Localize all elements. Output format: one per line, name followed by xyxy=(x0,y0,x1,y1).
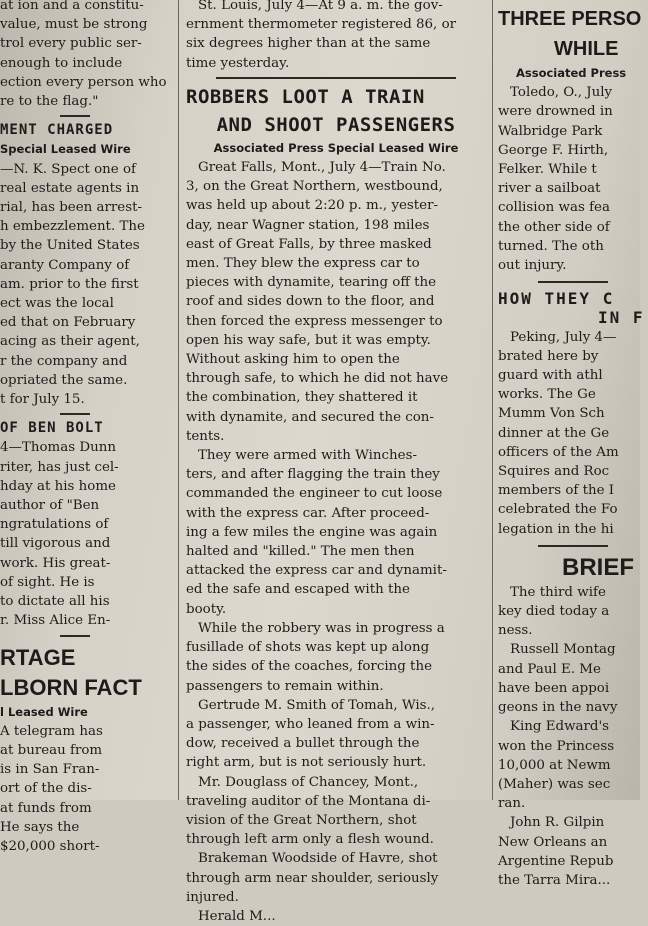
text-line: Herald M... xyxy=(198,908,276,924)
text-line: to dictate all his xyxy=(0,594,110,610)
text-line: commanded the engineer to cut loose xyxy=(186,486,443,502)
text-line: east of Great Falls, by three masked xyxy=(186,236,432,252)
right-story-2 xyxy=(498,328,648,539)
text-line: attacked the express car and dynamit- xyxy=(186,563,447,579)
text-line: trol every public ser- xyxy=(0,36,142,52)
text-line: work. His great- xyxy=(0,555,111,571)
headline: BRIEF xyxy=(562,553,634,581)
text-line: of sight. He is xyxy=(0,574,95,590)
text-line: opriated the same. xyxy=(0,372,128,388)
headline: RTAGE xyxy=(0,644,76,670)
text-line: collision was fea xyxy=(498,200,610,216)
text-line: John R. Gilpin xyxy=(510,815,605,831)
text-line: 3, on the Great Northern, westbound, xyxy=(186,179,443,195)
text-line: ters, and after flagging the train they xyxy=(186,467,440,483)
text-line: the combination, they shattered it xyxy=(186,390,418,406)
text-line: Felker. While t xyxy=(498,162,597,178)
text-line: guard with athl xyxy=(498,368,603,384)
text-line: ort of the dis- xyxy=(0,781,92,797)
text-line: author of "Ben xyxy=(0,498,100,514)
headline: IN F xyxy=(598,308,645,328)
right-story-3 xyxy=(498,583,648,641)
text-line: Peking, July 4— xyxy=(510,329,617,345)
byline: Associated Press Special Leased Wire xyxy=(213,140,459,155)
train-story-paragraph-6 xyxy=(186,849,486,907)
text-line: and Paul E. Me xyxy=(498,661,601,677)
text-line: ection every person who xyxy=(0,74,167,90)
text-line: by the United States xyxy=(0,238,140,254)
train-story-paragraph-1 xyxy=(186,158,486,446)
text-line: brated here by xyxy=(498,348,599,364)
text-line: vision of the Great Northern, shot xyxy=(186,812,417,828)
text-line: Walbridge Park xyxy=(498,123,603,139)
story-divider xyxy=(216,77,456,79)
text-line: out injury. xyxy=(498,258,567,274)
text-line: members of the I xyxy=(498,483,615,499)
headline: HOW THEY C xyxy=(498,289,615,309)
text-line: with dynamite, and secured the con- xyxy=(186,409,434,425)
text-line: George F. Hirth, xyxy=(498,142,609,158)
text-line: King Edward's xyxy=(510,719,610,735)
text-line: Russell Montag xyxy=(510,642,616,658)
text-line: booty. xyxy=(186,601,227,617)
text-line: till vigorous and xyxy=(0,536,111,552)
text-line: six degrees higher than at the same xyxy=(186,36,431,52)
text-line: Argentine Repub xyxy=(498,853,614,869)
text-line: key died today a xyxy=(498,604,610,620)
story-divider xyxy=(60,413,90,415)
text-line: dinner at the Ge xyxy=(498,425,610,441)
text-line: works. The Ge xyxy=(498,387,596,403)
text-line: 4—Thomas Dunn xyxy=(0,440,116,456)
story-divider xyxy=(538,545,608,547)
text-line: geons in the navy xyxy=(498,700,618,716)
text-line: with the express car. After proceed- xyxy=(186,505,430,521)
text-line: New Orleans an xyxy=(498,834,608,850)
main-headline-line-1: ROBBERS LOOT A TRAIN xyxy=(186,85,425,108)
text-line: rial, has been arrest- xyxy=(0,200,142,216)
left-column xyxy=(0,0,167,854)
left-story-1 xyxy=(0,160,150,410)
text-line: ed that on February xyxy=(0,315,136,331)
text-line: halted and "killed." The men then xyxy=(186,544,415,560)
text-line: ernment thermometer registered 86, or xyxy=(186,17,457,33)
text-line: day, near Wagner station, 198 miles xyxy=(186,217,430,233)
column-rule-left xyxy=(178,0,179,800)
story-divider xyxy=(60,115,90,117)
left-story-3 xyxy=(0,722,150,856)
text-line: Toledo, O., July xyxy=(510,85,613,101)
text-line: have been appoi xyxy=(498,680,610,696)
text-line: am. prior to the first xyxy=(0,276,139,292)
text-line: ect was the local xyxy=(0,296,114,312)
text-line: re to the flag." xyxy=(0,94,99,110)
text-line: They were armed with Winches- xyxy=(198,448,417,464)
text-line: at funds from xyxy=(0,800,92,816)
text-line: Great Falls, Mont., July 4—Train No. xyxy=(198,160,446,176)
main-headline-line-2: AND SHOOT PASSENGERS xyxy=(216,113,456,136)
text-line: river a sailboat xyxy=(498,181,601,197)
text-line: through safe, to which he did not have xyxy=(186,371,449,387)
train-story-paragraph-5 xyxy=(186,773,486,850)
text-line: Brakeman Woodside of Havre, shot xyxy=(198,851,438,867)
text-line: roof and sides down to the floor, and xyxy=(186,294,435,310)
right-story-1 xyxy=(498,83,648,275)
left-top-story xyxy=(0,0,167,111)
text-line: legation in the hi xyxy=(498,521,614,537)
text-line: $20,000 short- xyxy=(0,838,100,854)
train-story-paragraph-2 xyxy=(186,446,486,619)
text-line: tents. xyxy=(186,428,225,444)
right-story-5 xyxy=(498,717,648,813)
train-story-paragraph-3 xyxy=(186,619,486,696)
headline: THREE PERSO xyxy=(498,8,642,30)
headline: OF BEN BOLT xyxy=(0,420,104,437)
text-line: Squires and Roc xyxy=(498,464,610,480)
column-rule-right xyxy=(492,0,493,800)
text-line: a passenger, who leaned from a win- xyxy=(186,716,435,732)
text-line: 10,000 at Newm xyxy=(498,757,611,773)
text-line: Mr. Douglass of Chancey, Mont., xyxy=(198,774,419,790)
text-line: enough to include xyxy=(0,55,123,71)
text-line: While the robbery was in progress a xyxy=(198,620,445,636)
text-line: ness. xyxy=(498,623,533,639)
text-line: ngratulations of xyxy=(0,517,109,533)
text-line: r. Miss Alice En- xyxy=(0,613,111,629)
text-line: were drowned in xyxy=(498,104,613,120)
text-line: at bureau from xyxy=(0,742,103,758)
text-line: (Maher) was sec xyxy=(498,776,611,792)
headline: LBORN FACT xyxy=(0,674,142,700)
byline: Associated Press xyxy=(516,66,627,80)
text-line: —N. K. Spect one of xyxy=(0,161,136,177)
text-line: Gertrude M. Smith of Tomah, Wis., xyxy=(198,697,436,713)
text-line: fusillade of shots was kept up along xyxy=(186,640,430,656)
text-line: traveling auditor of the Montana di- xyxy=(186,793,431,809)
text-line: St. Louis, July 4—At 9 a. m. the gov- xyxy=(198,0,443,13)
text-line: turned. The oth xyxy=(498,238,604,254)
text-line: the sides of the coaches, forcing the xyxy=(186,659,432,675)
weather-story xyxy=(186,0,486,73)
text-line: The third wife xyxy=(510,584,606,600)
train-story-paragraph-4 xyxy=(186,696,486,773)
text-line: won the Princess xyxy=(498,738,615,754)
text-line: value, must be strong xyxy=(0,17,148,33)
text-line: He says the xyxy=(0,819,80,835)
headline: MENT CHARGED xyxy=(0,122,114,139)
text-line: time yesterday. xyxy=(186,55,290,71)
story-divider xyxy=(538,281,608,283)
text-line: is in San Fran- xyxy=(0,762,100,778)
text-line: passengers to remain within. xyxy=(186,678,384,694)
text-line: through arm near shoulder, seriously xyxy=(186,870,439,886)
byline: l Leased Wire xyxy=(0,704,88,719)
text-line: through left arm only a flesh wound. xyxy=(186,832,434,848)
text-line: real estate agents in xyxy=(0,180,140,196)
middle-column xyxy=(186,0,486,924)
text-line: A telegram has xyxy=(0,723,103,739)
text-line: h embezzlement. The xyxy=(0,219,145,235)
byline: Special Leased Wire xyxy=(0,142,131,157)
text-line: then forced the express messenger to xyxy=(186,313,443,329)
text-line: officers of the Am xyxy=(498,444,619,460)
text-line: Without asking him to open the xyxy=(186,352,400,368)
text-line: dow, received a bullet through the xyxy=(186,736,420,752)
text-line: right arm, but is not seriously hurt. xyxy=(186,755,427,771)
left-story-2 xyxy=(0,438,150,630)
text-line: ed the safe and escaped with the xyxy=(186,582,410,598)
text-line: injured. xyxy=(186,889,239,905)
text-line: the Tarra Mira... xyxy=(498,872,611,888)
text-line: pieces with dynamite, tearing off the xyxy=(186,275,437,291)
right-column xyxy=(498,0,648,888)
text-line: was held up about 2:20 p. m., yester- xyxy=(186,198,439,214)
text-line: the other side of xyxy=(498,219,610,235)
text-line: riter, has just cel- xyxy=(0,459,119,475)
text-line: ran. xyxy=(498,796,526,812)
text-line: r the company and xyxy=(0,353,128,369)
text-line: hday at his home xyxy=(0,478,116,494)
text-line: men. They blew the express car to xyxy=(186,256,420,272)
text-line: acing as their agent, xyxy=(0,334,140,350)
text-line: celebrated the Fo xyxy=(498,502,618,518)
text-line: open his way safe, but it was empty. xyxy=(186,332,431,348)
right-story-6 xyxy=(498,813,648,890)
text-line: at ion and a constitu- xyxy=(0,0,144,13)
text-line: Mumm Von Sch xyxy=(498,406,605,422)
right-story-4 xyxy=(498,640,648,717)
headline: WHILE xyxy=(554,38,619,60)
text-line: ing a few miles the engine was again xyxy=(186,524,438,540)
text-line: t for July 15. xyxy=(0,392,85,408)
story-divider xyxy=(60,635,90,637)
text-line: aranty Company of xyxy=(0,257,130,273)
